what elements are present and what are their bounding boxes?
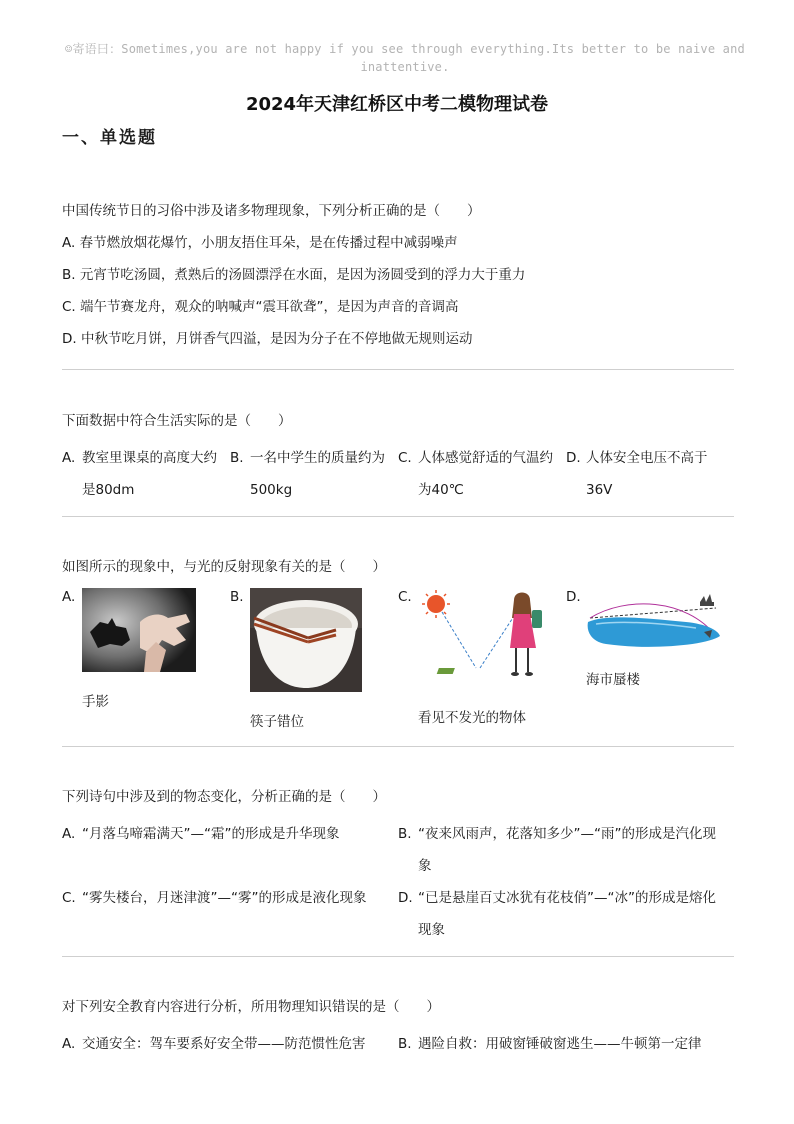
divider xyxy=(62,746,734,747)
option-a[interactable]: A. 教室里课桌的高度大约是80dm xyxy=(62,450,217,498)
divider xyxy=(62,516,734,517)
option-b[interactable]: B. 一名中学生的质量约为500kg xyxy=(230,450,385,498)
chopsticks-bowl-photo xyxy=(250,588,362,692)
option-c[interactable]: C. 看见不发光的物体 xyxy=(398,588,566,738)
hand-shadow-photo xyxy=(82,588,196,672)
section-heading: 一、单选题 xyxy=(62,128,157,148)
option-d[interactable]: D. 中秋节吃月饼，月饼香气四溢，是因为分子在不停地做无规则运动 xyxy=(62,331,473,347)
mirage-drawing xyxy=(586,588,726,652)
question-5 xyxy=(62,996,734,1060)
option-c[interactable]: C. “雾失楼台，月迷津渡”—“雾”的形成是液化现象 xyxy=(62,890,367,906)
option-d[interactable]: D. “已是悬崖百丈冰犹有花枝俏”—“冰”的形成是熔化现象 xyxy=(398,890,716,938)
option-a[interactable]: A. “月落乌啼霜满天”—“霜”的形成是升华现象 xyxy=(62,826,340,842)
option-b[interactable]: B. 元宵节吃汤圆，煮熟后的汤圆漂浮在水面，是因为汤圆受到的浮力大于重力 xyxy=(62,267,526,283)
divider xyxy=(62,369,734,370)
girl-sun-reflection-drawing xyxy=(418,588,548,688)
option-a[interactable]: A. 交通安全：驾车要系好安全带——防范惯性危害 xyxy=(62,1036,366,1052)
option-d[interactable]: D. 人体安全电压不高于36V xyxy=(566,450,708,498)
header-motto: ☺寄语曰：Sometimes,you are not happy if you see through everything.Its better to be naive and inattentive. xyxy=(65,42,745,74)
page-title: 2024年天津红桥区中考二模物理试卷 xyxy=(245,94,549,115)
option-a[interactable]: A. 手影 xyxy=(62,588,230,738)
question-3 xyxy=(62,556,734,738)
option-b[interactable]: B. 筷子错位 xyxy=(230,588,398,738)
option-b[interactable]: B. 遇险自救：用破窗锤破窗逃生——牛顿第一定律 xyxy=(398,1036,702,1052)
option-c[interactable]: C. 人体感觉舒适的气温约为40℃ xyxy=(398,450,553,498)
question-2 xyxy=(62,410,734,506)
question-1 xyxy=(62,200,734,350)
option-d[interactable]: D. 海市蜃楼 xyxy=(566,588,734,738)
divider xyxy=(62,956,734,957)
question-stem: 下面数据中符合生活实际的是（ ） xyxy=(62,413,292,429)
question-4 xyxy=(62,786,734,946)
question-stem: 对下列安全教育内容进行分析，所用物理知识错误的是（ ） xyxy=(62,999,440,1015)
question-stem: 下列诗句中涉及到的物态变化，分析正确的是（ ） xyxy=(62,789,386,805)
question-stem: 如图所示的现象中，与光的反射现象有关的是（ ） xyxy=(62,559,386,575)
option-a[interactable]: A. 春节燃放烟花爆竹，小朋友捂住耳朵，是在传播过程中减弱噪声 xyxy=(62,235,458,251)
option-b[interactable]: B. “夜来风雨声，花落知多少”—“雨”的形成是汽化现象 xyxy=(398,826,716,874)
question-stem: 中国传统节日的习俗中涉及诸多物理现象，下列分析正确的是（ ） xyxy=(62,203,481,219)
option-c[interactable]: C. 端午节赛龙舟，观众的呐喊声“震耳欲聋”，是因为声音的音调高 xyxy=(62,299,459,315)
